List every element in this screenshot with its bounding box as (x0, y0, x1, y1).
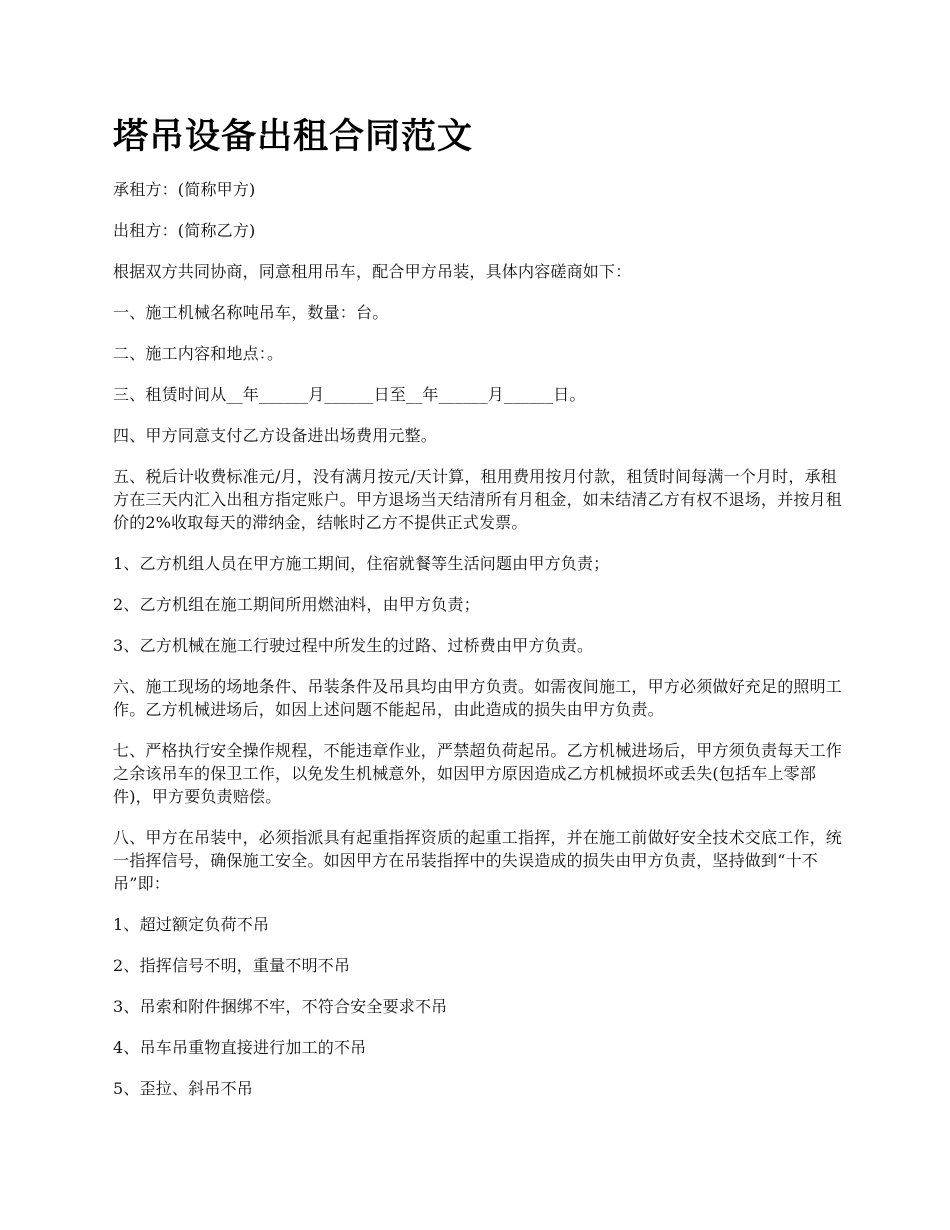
rule-item-3: 3、吊索和附件捆绑不牢，不符合安全要求不吊 (113, 997, 448, 1016)
document-body (113, 112, 853, 1118)
rule-item-2: 2、指挥信号不明，重量不明不吊 (113, 956, 351, 975)
clause-4: 四、甲方同意支付乙方设备进出场费用元整。 (113, 426, 438, 445)
intro-paragraph: 根据双方共同协商，同意租用吊车，配合甲方吊装，具体内容磋商如下： (113, 262, 632, 281)
clause-5-item-3: 3、乙方机械在施工行驶过程中所发生的过路、过桥费由甲方负责。 (113, 636, 594, 655)
clause-5-item-2: 2、乙方机组在施工期间所用燃油料，由甲方负责； (113, 595, 480, 614)
clause-5-item-1: 1、乙方机组人员在甲方施工期间，住宿就餐等生活问题由甲方负责； (113, 554, 610, 573)
clause-6: 六、施工现场的场地条件、吊装条件及吊具均由甲方负责。如需夜间施工，甲方必须做好充足的照明工作。乙方机械进场后，如因上述问题不能起吊，由此造成的损失由甲方负责。 (113, 677, 843, 719)
clause-1: 一、施工机械名称吨吊车，数量：台。 (113, 303, 389, 322)
clause-7: 七、严格执行安全操作规程，不能违章作业，严禁超负荷起吊。乙方机械进场后，甲方须负责每天工作之余该吊车的保卫工作，以免发生机械意外，如因甲方原因造成乙方机械损坏或丢失(包括车上零部件)，甲方要负责赔偿。 (113, 741, 843, 806)
lessee-line: 承租方：(简称甲方) (113, 180, 256, 199)
clause-3: 三、租赁时间从__年______月______日至__年______月______日。 (113, 385, 586, 404)
rule-item-5: 5、歪拉、斜吊不吊 (113, 1079, 253, 1098)
clause-8: 八、甲方在吊装中，必须指派具有起重指挥资质的起重工指挥，并在施工前做好安全技术交底工作，统一指挥信号，确保施工安全。如因甲方在吊装指挥中的失误造成的损失由甲方负责，坚持做到“十不吊”即： (113, 828, 843, 893)
rule-item-4: 4、吊车吊重物直接进行加工的不吊 (113, 1038, 367, 1057)
clause-5: 五、税后计收费标准元/月，没有满月按元/天计算，租用费用按月付款，租赁时间每满一个月时，承租方在三天内汇入出租方指定账户。甲方退场当天结清所有月租金，如未结清乙方有权不退场，并按月租价的2%收取每天的滞纳金，结帐时乙方不提供正式发票。 (113, 467, 843, 532)
lessor-line: 出租方：(简称乙方) (113, 221, 256, 240)
document-title: 塔吊设备出租合同范文 (113, 116, 474, 157)
clause-2: 二、施工内容和地点：。 (113, 344, 284, 363)
rule-item-1: 1、超过额定负荷不吊 (113, 915, 270, 934)
